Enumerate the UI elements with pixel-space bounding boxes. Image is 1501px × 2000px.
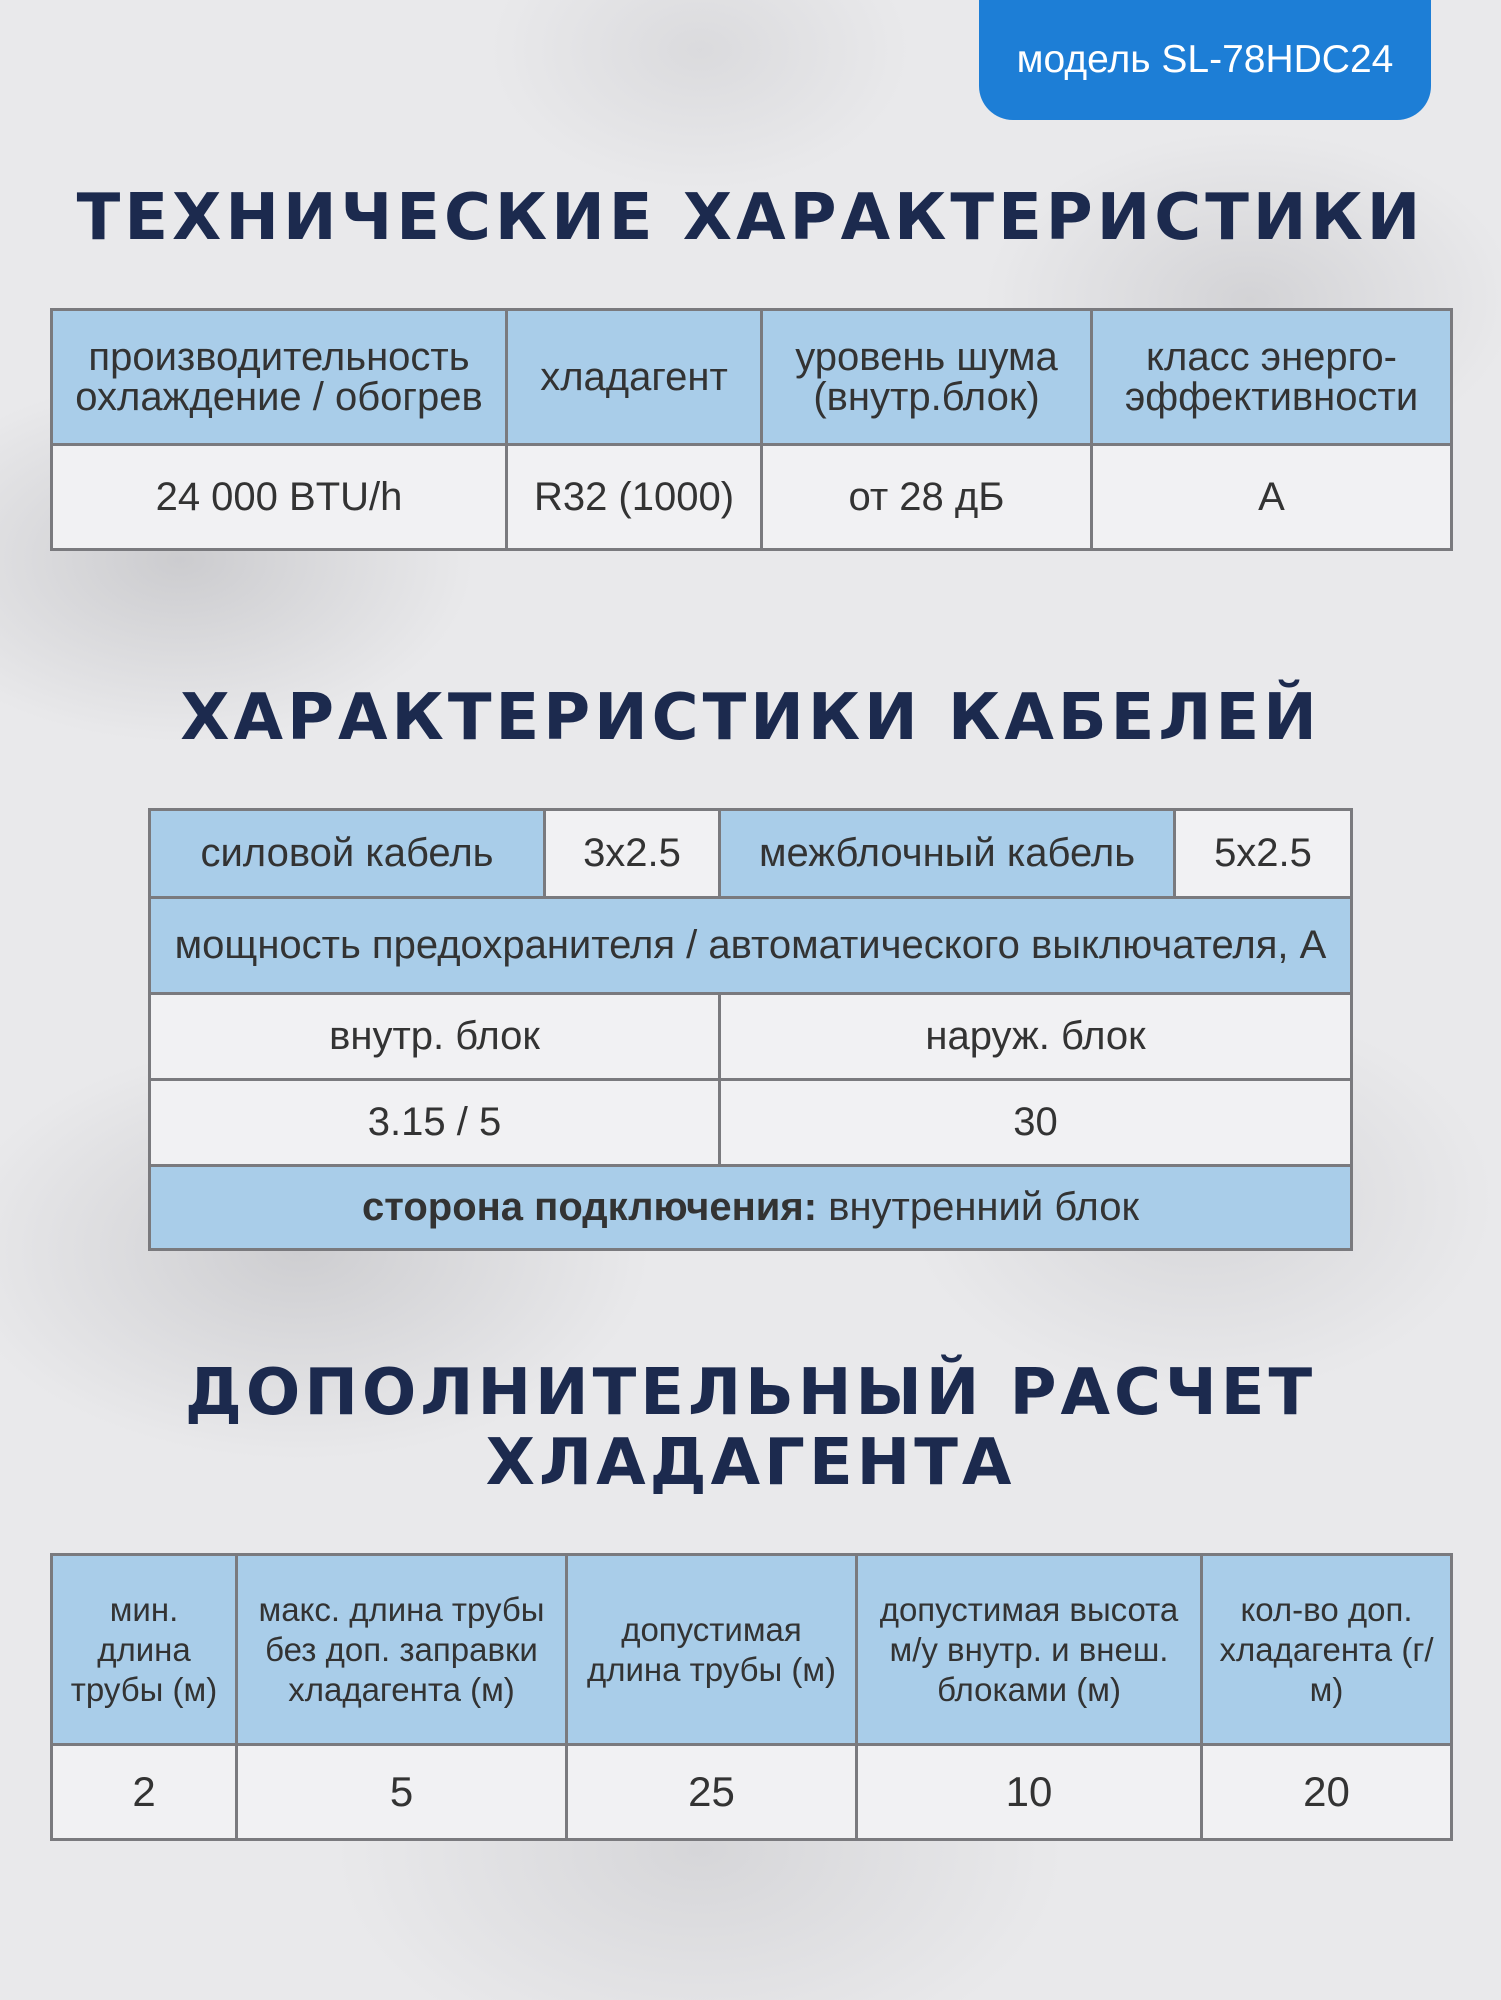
value-min-pipe-length: 2 xyxy=(52,1745,237,1840)
table-row xyxy=(150,1166,1352,1250)
header-refrigerant: хладагент xyxy=(507,310,762,445)
header-min-pipe-length: мин. длина трубы (м) xyxy=(52,1555,237,1745)
value-allowed-height: 10 xyxy=(857,1745,1202,1840)
value-noise-level: от 28 дБ xyxy=(762,445,1092,550)
header-allowed-pipe-length: допустимая длина трубы (м) xyxy=(567,1555,857,1745)
cables-table xyxy=(148,808,1353,1251)
indoor-unit-label: внутр. блок xyxy=(150,994,720,1080)
header-energy-class: класс энерго-эффективности xyxy=(1092,310,1452,445)
table-row xyxy=(150,1080,1352,1166)
header-max-pipe-no-charge: макс. длина трубы без доп. заправки хладагента (м) xyxy=(237,1555,567,1745)
table-row xyxy=(150,994,1352,1080)
value-allowed-pipe-length: 25 xyxy=(567,1745,857,1840)
table-header-row xyxy=(52,310,1452,445)
power-cable-label: силовой кабель xyxy=(150,810,545,898)
value-energy-class: A xyxy=(1092,445,1452,550)
header-extra-refrigerant: кол-во доп. хладагента (г/м) xyxy=(1202,1555,1452,1745)
table-row xyxy=(52,1745,1452,1840)
header-allowed-height: допустимая высота м/у внутр. и внеш. блоками (м) xyxy=(857,1555,1202,1745)
refrigerant-title-line2: ХЛАДАГЕНТА xyxy=(485,1426,1016,1500)
refrigerant-table xyxy=(50,1553,1453,1841)
table-row xyxy=(150,898,1352,994)
interblock-cable-value: 5x2.5 xyxy=(1175,810,1352,898)
connection-side xyxy=(150,1166,1352,1250)
value-refrigerant: R32 (1000) xyxy=(507,445,762,550)
table-header-row xyxy=(52,1555,1452,1745)
tech-specs-table xyxy=(50,308,1453,551)
value-extra-refrigerant: 20 xyxy=(1202,1745,1452,1840)
table-row xyxy=(150,810,1352,898)
value-capacity: 24 000 BTU/h xyxy=(52,445,507,550)
refrigerant-title-line1: ДОПОЛНИТЕЛЬНЫЙ РАСЧЕТ xyxy=(184,1356,1317,1430)
cables-title: ХАРАКТЕРИСТИКИ КАБЕЛЕЙ xyxy=(180,681,1321,755)
header-capacity: производительность охлаждение / обогрев xyxy=(52,310,507,445)
model-badge: модель SL-78HDC24 xyxy=(979,0,1431,120)
power-cable-value: 3x2.5 xyxy=(545,810,720,898)
outdoor-unit-value: 30 xyxy=(720,1080,1352,1166)
tech-specs-title: ТЕХНИЧЕСКИЕ ХАРАКТЕРИСТИКИ xyxy=(76,181,1425,255)
table-row xyxy=(52,445,1452,550)
outdoor-unit-label: наруж. блок xyxy=(720,994,1352,1080)
connection-side-value: внутренний блок xyxy=(828,1185,1139,1229)
header-noise-level: уровень шума (внутр.блок) xyxy=(762,310,1092,445)
indoor-unit-value: 3.15 / 5 xyxy=(150,1080,720,1166)
connection-side-label: сторона подключения: xyxy=(362,1185,818,1229)
fuse-rating-label: мощность предохранителя / автоматического выключателя, А xyxy=(150,898,1352,994)
interblock-cable-label: межблочный кабель xyxy=(720,810,1175,898)
value-max-pipe-no-charge: 5 xyxy=(237,1745,567,1840)
